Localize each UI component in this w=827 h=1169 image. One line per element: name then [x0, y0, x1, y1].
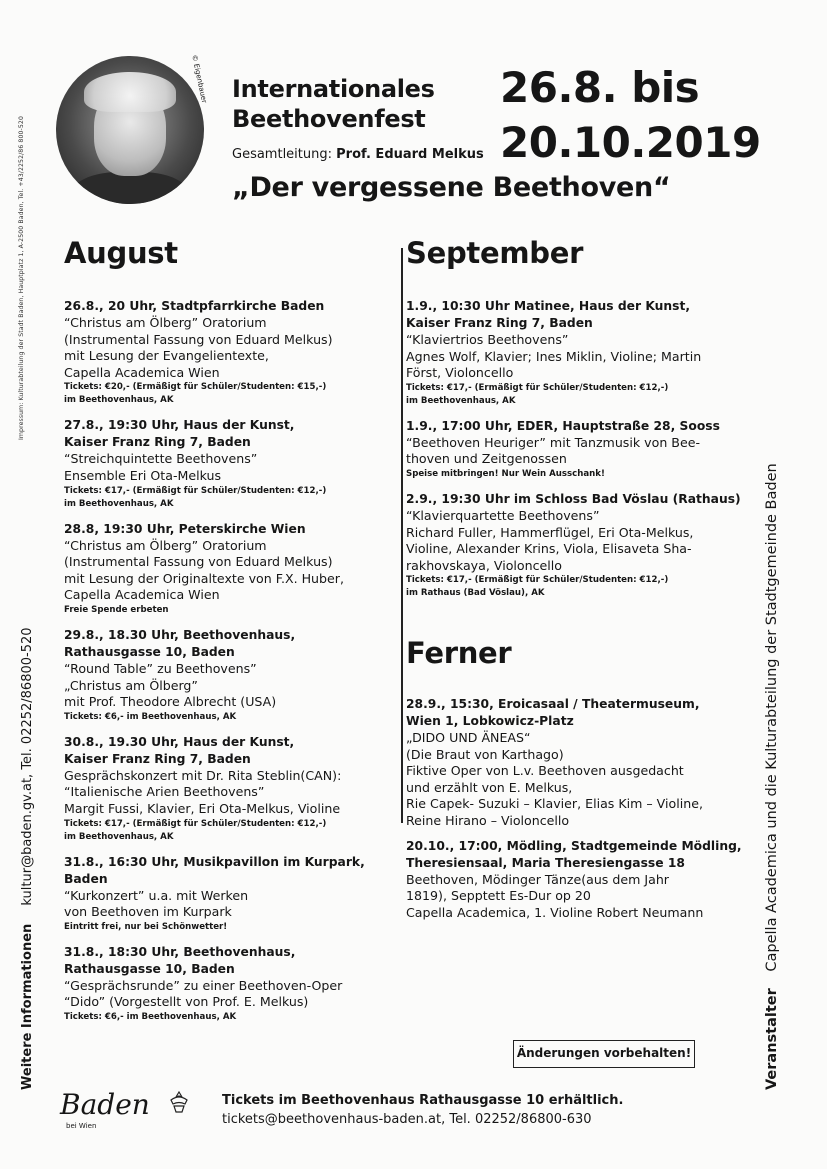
september-event	[406, 298, 756, 408]
heading-ferner: Ferner	[406, 636, 512, 670]
event-heading-line: Kaiser Franz Ring 7, Baden	[64, 435, 251, 450]
event-text-line: (Instrumental Fassung von Eduard Melkus)	[64, 554, 333, 570]
baden-logo-sub: bei Wien	[66, 1122, 97, 1130]
event-heading-line: 27.8., 19:30 Uhr, Haus der Kunst,	[64, 418, 295, 433]
event-text-line: “Klavierquartette Beethovens”	[406, 507, 600, 523]
event-note-line: im Beethovenhaus, AK	[64, 498, 174, 509]
ferner-event	[406, 696, 756, 830]
event-note-line: Speise mitbringen! Nur Wein Ausschank!	[406, 468, 605, 479]
event-note-line: Tickets: €6,- im Beethovenhaus, AK	[64, 1011, 237, 1022]
event-text-line: “Gesprächsrunde” zu einer Beethoven-Oper	[64, 977, 343, 993]
event-heading-line: Rathausgasse 10, Baden	[64, 644, 235, 659]
direction	[232, 147, 484, 162]
august-event	[64, 417, 394, 510]
september-event	[406, 418, 756, 481]
event-text-line: „DIDO UND ÄNEAS“	[406, 730, 531, 745]
dates-line2: 20.10.2019	[500, 118, 761, 167]
portrait-photo	[56, 56, 204, 204]
event-text-line: (Die Braut von Karthago)	[406, 746, 564, 762]
heading-september: September	[406, 236, 584, 270]
event-heading-line: 28.8, 19:30 Uhr, Peterskirche Wien	[64, 521, 306, 536]
event-heading-line: 28.9., 15:30, Eroicasaal / Theatermuseum,	[406, 697, 700, 711]
more-info-contact[interactable]: kultur@baden.gv.at, Tel. 02252/86800-520	[20, 627, 35, 906]
august-events	[64, 298, 394, 1024]
event-heading-line: Theresiensaal, Maria Theresiengasse 18	[406, 855, 685, 870]
event-text-line: mit Lesung der Originaltexte von F.X. Huber,	[64, 570, 344, 586]
event-note-line: Tickets: €17,- (Ermäßigt für Schüler/Studenten: €12,-)	[406, 575, 669, 586]
event-text-line: Ensemble Eri Ota-Melkus	[64, 467, 222, 483]
baden-logo: Baden	[60, 1088, 150, 1121]
event-note-line: im Beethovenhaus, AK	[64, 831, 174, 842]
event-text-line: mit Lesung der Evangelientexte,	[64, 348, 269, 364]
event-heading-line: Kaiser Franz Ring 7, Baden	[406, 316, 593, 330]
festival-title-line1: Internationales	[232, 75, 435, 103]
august-event	[64, 298, 394, 407]
event-heading-line: 30.8., 19.30 Uhr, Haus der Kunst,	[64, 734, 295, 749]
event-heading-line: 2.9., 19:30 Uhr im Schloss Bad Vöslau (Rathaus)	[406, 491, 741, 506]
event-text-line: Agnes Wolf, Klavier; Ines Miklin, Violine; Martin	[406, 348, 702, 364]
event-text-line: “Streichquintette Beethovens”	[64, 451, 258, 467]
event-text-line: Rie Capek- Suzuki – Klavier, Elias Kim – Violine,	[406, 796, 703, 812]
august-event	[64, 944, 394, 1024]
event-heading-line: 1.9., 10:30 Uhr Matinee, Haus der Kunst,	[406, 299, 691, 313]
event-text-line: Reine Hirano – Violoncello	[406, 812, 570, 828]
event-heading-line: Wien 1, Lobkowicz-Platz	[406, 714, 574, 728]
event-text-line: Fiktive Oper von L.v. Beethoven ausgedacht	[406, 763, 684, 779]
imprint: Impressum: Kulturabteilung der Stadt Baden, Hauptplatz 1, A-2500 Baden, Tel. +43/2252/86 800-520	[18, 116, 25, 440]
event-heading-line: 1.9., 17:00 Uhr, EDER, Hauptstraße 28, Sooss	[406, 418, 720, 433]
event-text-line: “Italienische Arien Beethovens”	[64, 784, 265, 800]
ticket-info-line2[interactable]: tickets@beethovenhaus-baden.at, Tel. 02252/86800-630	[222, 1112, 592, 1127]
event-note-line: Eintritt frei, nur bei Schönwetter!	[64, 921, 228, 932]
event-text-line: rakhovskaya, Violoncello	[406, 557, 562, 573]
event-note-line: Tickets: €17,- (Ermäßigt für Schüler/Studenten: €12,-)	[64, 485, 327, 496]
event-heading-line: 26.8., 20 Uhr, Stadtpfarrkirche Baden	[64, 299, 325, 313]
event-text-line: (Instrumental Fassung von Eduard Melkus)	[64, 331, 333, 347]
crest-icon	[166, 1090, 192, 1116]
event-text-line: Gesprächskonzert mit Dr. Rita Steblin(CAN):	[64, 767, 342, 783]
event-heading-line: Kaiser Franz Ring 7, Baden	[64, 751, 251, 766]
event-text-line: “Klaviertrios Beethovens”	[406, 332, 569, 347]
september-events	[406, 298, 756, 600]
event-text-line: “Beethoven Heuriger” mit Tanzmusik von Bee-	[406, 434, 700, 450]
september-event	[406, 491, 756, 600]
organizer-text: Capella Academica und die Kulturabteilung der Stadtgemeinde Baden	[764, 463, 780, 972]
event-note-line: im Beethovenhaus, AK	[406, 395, 516, 406]
organizer-label: Veranstalter	[764, 988, 780, 1090]
august-event	[64, 734, 394, 844]
changes-reserved-notice: Änderungen vorbehalten!	[513, 1040, 695, 1068]
heading-august: August	[64, 236, 178, 270]
ferner-events	[406, 696, 756, 921]
august-event	[64, 627, 394, 724]
event-heading-line: 31.8., 18:30 Uhr, Beethovenhaus,	[64, 944, 296, 959]
event-note-line: Freie Spende erbeten	[64, 604, 169, 615]
festival-title	[232, 74, 435, 134]
organizer	[764, 463, 780, 1090]
direction-label: Gesamtleitung:	[232, 147, 333, 162]
event-text-line: und erzählt von E. Melkus,	[406, 779, 573, 795]
event-text-line: “Dido” (Vorgestellt von Prof. E. Melkus)	[64, 994, 309, 1010]
event-text-line: Richard Fuller, Hammerflügel, Eri Ota-Melkus,	[406, 524, 694, 540]
more-info	[20, 627, 35, 1090]
august-event	[64, 854, 394, 934]
photo-credit: © Eigenbauer	[190, 54, 209, 104]
event-text-line: Capella Academica, 1. Violine Robert Neumann	[406, 904, 704, 920]
event-text-line: Violine, Alexander Krins, Viola, Elisaveta Sha-	[406, 541, 692, 557]
event-note-line: Tickets: €17,- (Ermäßigt für Schüler/Studenten: €12,-)	[406, 382, 669, 393]
ticket-info	[222, 1091, 623, 1129]
event-note-line: Tickets: €17,- (Ermäßigt für Schüler/Studenten: €12,-)	[64, 818, 327, 829]
festival-motto: „Der vergessene Beethoven“	[232, 172, 671, 203]
ticket-info-line1: Tickets im Beethovenhaus Rathausgasse 10 erhältlich.	[222, 1093, 624, 1108]
event-heading-line: Rathausgasse 10, Baden	[64, 961, 235, 976]
event-text-line: “Round Table” zu Beethovens”	[64, 660, 257, 676]
event-text-line: “Christus am Ölberg” Oratorium	[64, 315, 267, 330]
event-heading-line: 20.10., 17:00, Mödling, Stadtgemeinde Mödling,	[406, 838, 742, 853]
ferner-event	[406, 838, 756, 922]
event-text-line: Margit Fussi, Klavier, Eri Ota-Melkus, Violine	[64, 800, 341, 816]
event-text-line: Beethoven, Mödinger Tänze(aus dem Jahr	[406, 871, 669, 887]
event-text-line: thoven und Zeitgenossen	[406, 451, 567, 467]
event-text-line: Capella Academica Wien	[64, 587, 220, 603]
direction-name: Prof. Eduard Melkus	[336, 147, 484, 162]
event-text-line: “Christus am Ölberg” Oratorium	[64, 537, 267, 553]
event-note-line: im Beethovenhaus, AK	[64, 395, 174, 406]
event-text-line: Först, Violoncello	[406, 365, 514, 381]
event-text-line: 1819), Sepptett Es-Dur op 20	[406, 888, 591, 904]
more-info-label: Weitere Informationen	[20, 923, 35, 1090]
dates-line1: 26.8. bis	[500, 63, 700, 112]
event-heading-line: 31.8., 16:30 Uhr, Musikpavillon im Kurpark, Baden	[64, 854, 365, 886]
august-event	[64, 521, 394, 617]
event-text-line: “Kurkonzert” u.a. mit Werken	[64, 887, 249, 903]
event-text-line: von Beethoven im Kurpark	[64, 904, 232, 920]
event-heading-line: 29.8., 18.30 Uhr, Beethovenhaus,	[64, 627, 296, 642]
event-text-line: „Christus am Ölberg”	[64, 677, 198, 693]
festival-title-line2: Beethovenfest	[232, 105, 426, 133]
festival-dates	[500, 60, 761, 170]
event-note-line: Tickets: €20,- (Ermäßigt für Schüler/Studenten: €15,-)	[64, 382, 327, 393]
event-text-line: mit Prof. Theodore Albrecht (USA)	[64, 694, 277, 710]
event-note-line: im Rathaus (Bad Vöslau), AK	[406, 588, 545, 599]
column-divider	[401, 248, 403, 823]
event-note-line: Tickets: €6,- im Beethovenhaus, AK	[64, 711, 237, 722]
event-text-line: Capella Academica Wien	[64, 364, 220, 380]
